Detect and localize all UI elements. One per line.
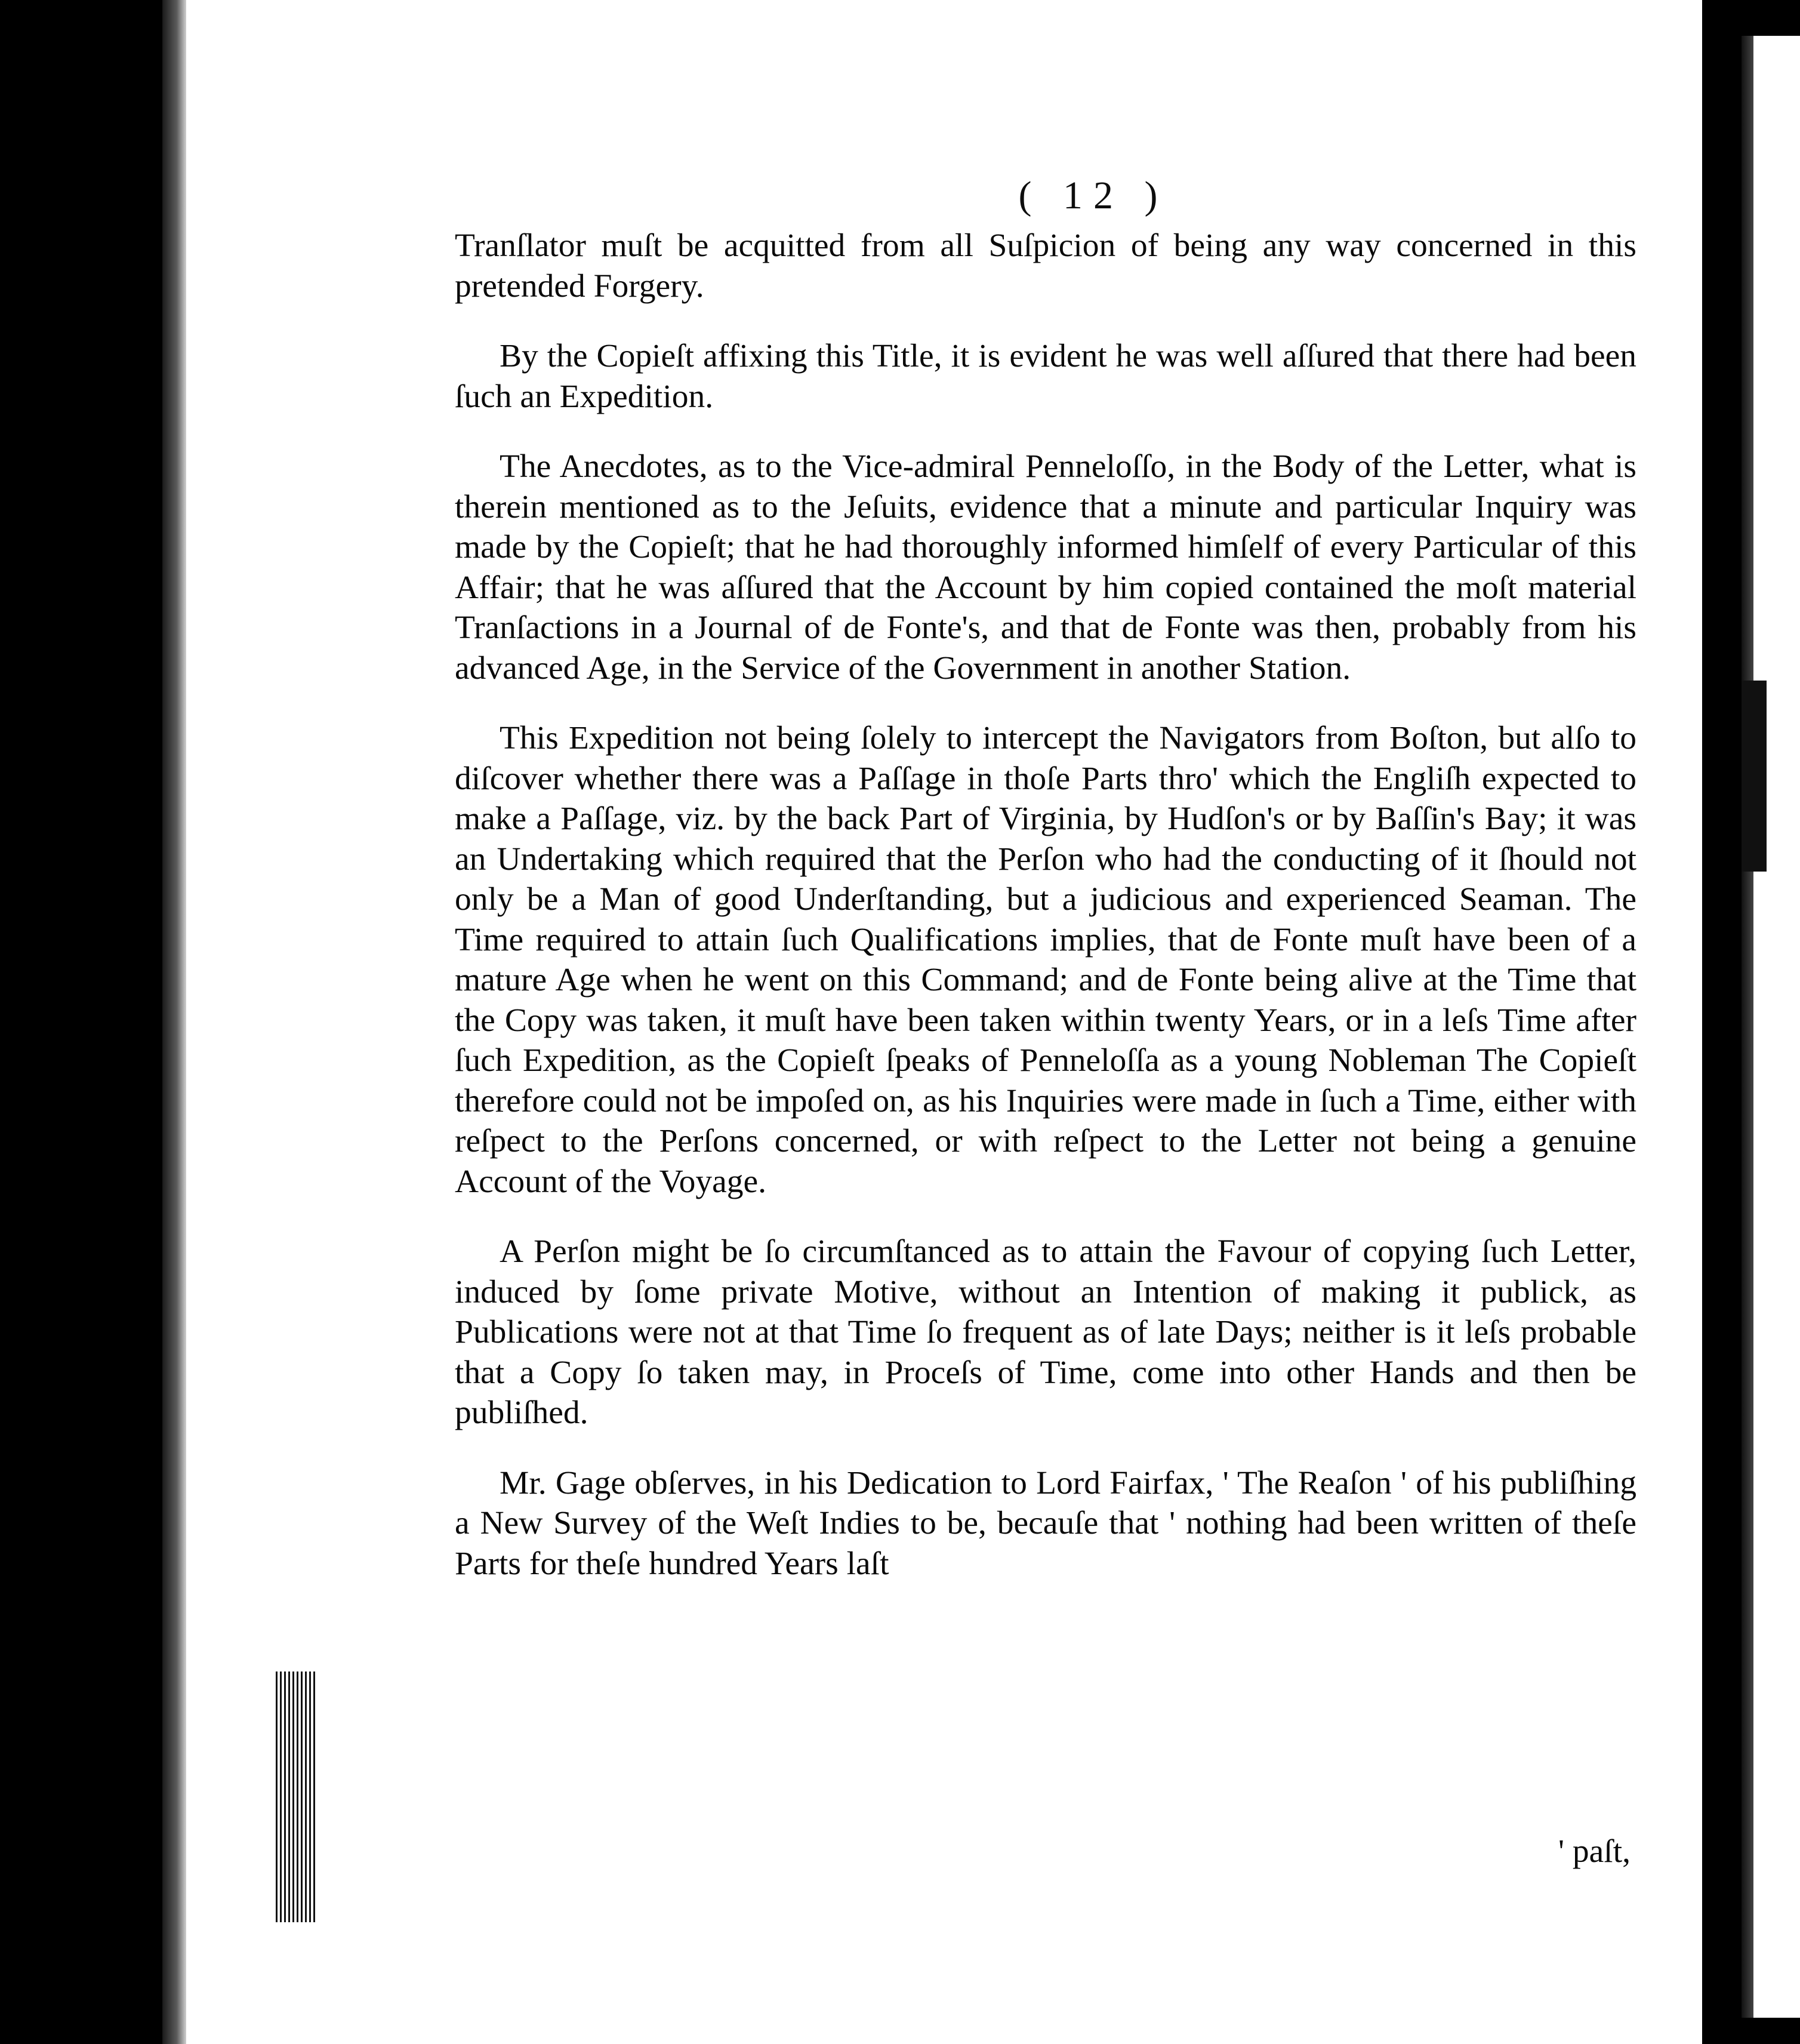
paragraph: A Perſon might be ſo circumſtanced as to attain the Favour of copying ſuch Letter, induced by ſome private Motive, without an Intention of making it publick, as Publications were not at that Time ſo frequent as of late Days; neither is it leſs probable that a Copy ſo taken may, in Proceſs of Time, come into other Hands and then be publiſhed. bbox=[455, 1233, 1636, 1431]
book-page bbox=[162, 0, 1702, 2044]
page-edges bbox=[276, 1671, 318, 1922]
facing-page-edge bbox=[1742, 36, 1800, 2018]
paragraph: The Anecdotes, as to the Vice-admiral Penneloſſo, in the Body of the Letter, what is therein mentioned as to the Jeſuits, evidence that a minute and particular Inquiry was made by the Copieſt; that he had thoroughly informed himſelf of every Particular of this Affair; that he was aſſured that the Account by him copied contained the moſt material Tranſactions in a Journal of de Fonte's, and that de Fonte was then, probably from his advanced Age, in the Service of the Government in another Station. bbox=[455, 448, 1636, 687]
catchword: ' paſt, bbox=[1558, 1833, 1631, 1870]
paragraph: By the Copieſt affixing this Title, it is evident he was well aſſured that there had been ſuch an Expedition. bbox=[455, 338, 1636, 415]
paragraph: Mr. Gage obſerves, in his Dedication to Lord Fairfax, ' The Reaſon ' of his publiſhing a New Survey of the Weſt Indies to be, becauſe that ' nothing had been written of theſe Parts for theſe hundred Years laſt bbox=[455, 1464, 1636, 1582]
paragraph: Tranſlator muſt be acquitted from all Suſpicion of being any way concerned in this pretended Forgery. bbox=[455, 227, 1636, 304]
paragraph: This Expedition not being ſolely to intercept the Navigators from Boſton, but alſo to diſcover whether there was a Paſſage in thoſe Parts thro' which the Engliſh expected to make a Paſſage, viz. by the back Part of Virginia, by Hudſon's or by Baſſin's Bay; it was an Undertaking which required that the Perſon who had the conducting of it ſhould not only be a Man of good Underſtanding, but a judicious and experienced Seaman. The Time required to attain ſuch Qualifications implies, that de Fonte muſt have been of a mature Age when he went on this Command; and de Fonte being alive at the Time that the Copy was taken, it muſt have been taken within twenty Years, or in a leſs Time after ſuch Expedition, as the Copieſt ſpeaks of Penneloſſa as a young Nobleman The Copieſt therefore could not be impoſed on, as his Inquiries were made in ſuch a Time, either with reſpect to the Perſons concerned, or with reſpect to the Letter not being a genuine Account of the Voyage. bbox=[455, 720, 1636, 1200]
page-number: ( 12 ) bbox=[1018, 174, 1169, 217]
page-gutter bbox=[162, 0, 186, 2044]
body-text bbox=[455, 226, 1636, 1614]
facing-page-mark bbox=[1742, 681, 1767, 872]
facing-page-shadow bbox=[1742, 36, 1753, 2018]
